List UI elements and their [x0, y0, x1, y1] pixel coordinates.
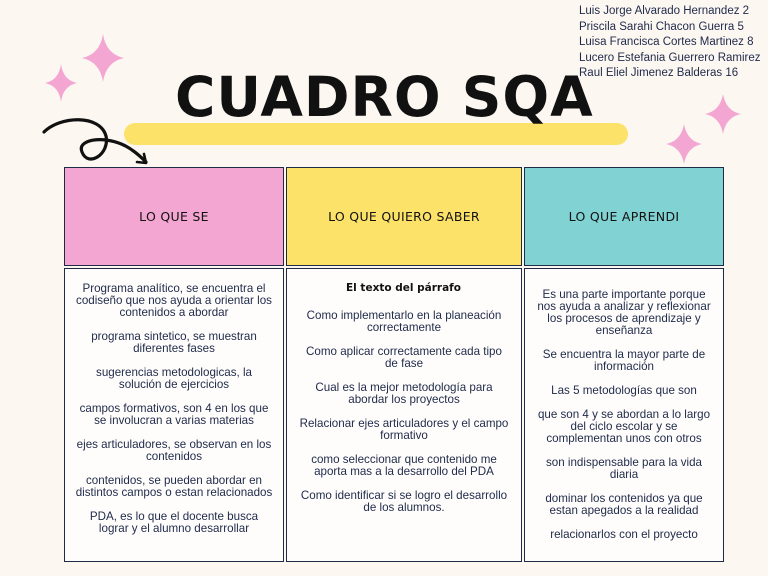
list-item: ejes articuladores, se observan en los contenidos	[76, 438, 272, 463]
list-item: Como identificar si se logro el desarrollo de los alumnos.	[300, 489, 508, 514]
paragraph-placeholder: El texto del párrafo	[346, 282, 461, 294]
list-item: sugerencias metodologicas, la solución de ejercicios	[96, 366, 252, 391]
list-item: relacionarlos con el proyecto	[550, 528, 698, 541]
column-body-lo-que-aprendi	[524, 268, 724, 562]
list-item: contenidos, se pueden abordar en distintos campos o estan relacionados	[75, 474, 273, 499]
list-item: Relacionar ejes articuladores y el campo formativo	[299, 417, 509, 442]
author-name: Raul Eliel Jimenez Balderas 16	[579, 67, 739, 80]
column-header-label: LO QUE APRENDI	[568, 209, 680, 224]
list-item: son indispensable para la vida diaria	[546, 456, 702, 481]
column-header-label: LO QUE SE	[139, 209, 209, 224]
list-item: Se encuentra la mayor parte de información	[542, 348, 706, 373]
column-header-lo-que-quiero-saber	[286, 167, 522, 266]
list-item: Cual es la mejor metodología para abordar los proyectos	[315, 381, 493, 406]
author-name: Luisa Francisca Cortes Martinez 8	[579, 36, 754, 49]
column-header-label: LO QUE QUIERO SABER	[328, 209, 480, 224]
column-body-lo-que-se	[64, 268, 284, 562]
list-item: que son 4 y se abordan a lo largo del ciclo escolar y se complementan unos con otros	[537, 408, 711, 445]
list-item: como seleccionar que contenido me aporta mas a la desarrollo del PDA	[311, 453, 497, 478]
list-item: Como implementarlo en la planeación correctamente	[306, 309, 502, 334]
author-name: Luis Jorge Alvarado Hernandez 2	[579, 5, 750, 17]
list-item: Programa analítico, se encuentra el codiseño que nos ayuda a orientar los contenidos a abordar	[76, 282, 272, 319]
author-list	[579, 4, 761, 82]
sparkle-icon	[666, 124, 702, 164]
list-item: dominar los contenidos ya que estan apegados a la realidad	[545, 492, 703, 517]
sparkle-icon	[705, 94, 741, 134]
page-title: CUADRO SQA	[175, 65, 594, 129]
sparkle-icon	[82, 34, 124, 82]
list-item: Como aplicar correctamente cada tipo de fase	[306, 345, 502, 370]
column-body-lo-que-quiero-saber	[286, 268, 522, 562]
list-item: Las 5 metodologías que son	[551, 384, 697, 397]
sparkle-icon	[45, 64, 77, 102]
list-item: Es una parte importante porque nos ayuda a analizar y reflexionar los procesos de aprendizaje y enseñanza	[537, 288, 711, 337]
column-header-lo-que-aprendi	[524, 167, 724, 266]
author-name: Lucero Estefania Guerrero Ramirez	[579, 51, 761, 64]
author-name: Priscila Sarahi Chacon Guerra 5	[579, 20, 744, 33]
column-header-lo-que-se	[64, 167, 284, 266]
list-item: programa sintetico, se muestran diferentes fases	[91, 330, 257, 355]
list-item: campos formativos, son 4 en los que se involucran a varias materias	[79, 402, 269, 427]
list-item: PDA, es lo que el docente busca lograr y el alumno desarrollar	[89, 510, 259, 535]
